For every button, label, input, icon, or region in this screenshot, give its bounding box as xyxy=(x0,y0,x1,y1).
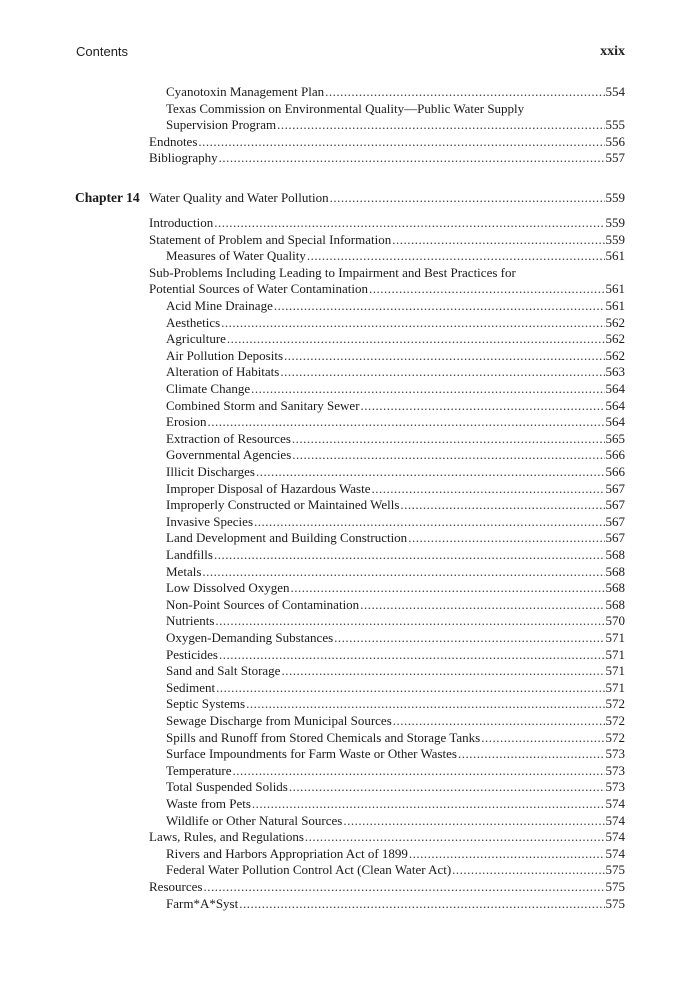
toc-entry-line xyxy=(166,613,625,630)
toc-entry-line xyxy=(166,381,625,398)
toc-page-number: 561 xyxy=(605,298,625,313)
toc-entry-line xyxy=(149,232,625,249)
toc-entry[interactable] xyxy=(0,497,700,514)
toc-entry-line xyxy=(166,348,625,365)
dot-leader xyxy=(333,630,605,647)
toc-page-number: 564 xyxy=(605,414,625,430)
toc-entry-line xyxy=(166,597,625,614)
toc-page-number: 570 xyxy=(605,613,625,629)
toc-entry-title: Illicit Discharges xyxy=(166,464,255,479)
toc-entry-line xyxy=(149,829,625,846)
chapter-heading-row[interactable] xyxy=(0,190,700,207)
dot-leader xyxy=(202,879,605,896)
toc-entry-line xyxy=(166,763,625,780)
toc-entry-line xyxy=(149,150,625,167)
dot-leader xyxy=(288,779,605,796)
toc-entry[interactable] xyxy=(0,431,700,448)
toc-entry-line xyxy=(166,117,625,134)
toc-entry-title: Total Suspended Solids xyxy=(166,779,288,795)
toc-page-number: 574 xyxy=(605,829,625,845)
toc-entry-line xyxy=(166,647,625,664)
toc-entry-title: Agriculture xyxy=(166,331,226,347)
toc-page-number: 571 xyxy=(605,679,625,695)
toc-entry-line xyxy=(166,364,625,381)
dot-leader xyxy=(206,414,605,431)
toc-page-number: 568 xyxy=(605,596,625,612)
toc-page-number: 561 xyxy=(605,248,625,264)
toc-entry[interactable] xyxy=(0,248,700,265)
toc-page-number: 561 xyxy=(605,281,625,297)
toc-page-number: 572 xyxy=(605,696,625,712)
toc-entry-title: Potential Sources of Water Contamination xyxy=(149,281,368,297)
toc-entry[interactable] xyxy=(0,696,700,713)
dot-leader xyxy=(218,647,605,664)
dot-leader xyxy=(201,564,605,581)
toc-page-number: 567 xyxy=(605,480,625,496)
toc-page-number: 559 xyxy=(605,215,625,230)
toc-page-number: 574 xyxy=(605,796,625,811)
toc-entry-title: Bibliography xyxy=(149,150,218,166)
toc-entry-title: Farm*A*Syst xyxy=(166,895,239,911)
dot-leader xyxy=(220,315,605,332)
toc-entry[interactable] xyxy=(0,315,700,332)
toc-entry-line xyxy=(166,298,625,315)
dot-leader xyxy=(213,547,605,564)
dot-leader xyxy=(359,597,605,614)
toc-entry[interactable] xyxy=(0,580,700,597)
toc-entry-title: Spills and Runoff from Stored Chemicals and Storage Tanks xyxy=(166,729,481,745)
toc-entry-line xyxy=(166,580,625,597)
toc-entry-title: Air Pollution Deposits xyxy=(166,347,284,363)
dot-leader xyxy=(329,190,605,207)
dot-leader xyxy=(250,381,605,398)
dot-leader xyxy=(283,348,605,365)
toc-page-number: 575 xyxy=(605,895,625,911)
toc-entry[interactable] xyxy=(0,298,700,315)
dot-leader xyxy=(290,580,606,597)
toc-entry-title: Nutrients xyxy=(166,613,215,629)
toc-page-number: 556 xyxy=(605,133,625,149)
toc-entry-title: Wildlife or Other Natural Sources xyxy=(166,812,343,828)
dot-leader xyxy=(407,530,605,547)
toc-entry-line xyxy=(166,447,625,464)
toc-entry-title: Land Development and Building Construction xyxy=(166,530,408,546)
dot-leader xyxy=(368,281,605,298)
toc-page-number: 573 xyxy=(605,779,625,795)
dot-leader xyxy=(457,746,605,763)
toc-entry-title: Federal Water Pollution Control Act (Clean Water Act) xyxy=(166,862,452,878)
dot-leader xyxy=(451,862,605,879)
dot-leader xyxy=(279,364,605,381)
toc-entry-line xyxy=(166,464,625,481)
toc-entry-title: Pesticides xyxy=(166,646,218,662)
dot-leader xyxy=(214,613,605,630)
toc-page-number: 554 xyxy=(605,84,625,99)
toc-entry-line xyxy=(149,134,625,151)
toc-entry[interactable] xyxy=(0,101,700,118)
toc-page-number: 573 xyxy=(605,762,625,778)
toc-entry-title: Improper Disposal of Hazardous Waste xyxy=(166,480,371,496)
toc-entry[interactable] xyxy=(0,150,700,167)
toc-entry-title: Cyanotoxin Management Plan xyxy=(166,84,325,99)
toc-entry-title: Sediment xyxy=(166,679,216,695)
toc-entry-title: Resources xyxy=(149,879,203,894)
toc-entry-title: Supervision Program xyxy=(166,117,277,133)
toc-entry-title: Introduction xyxy=(149,215,214,230)
toc-entry-line xyxy=(166,414,625,431)
toc-entry[interactable] xyxy=(0,331,700,348)
dot-leader xyxy=(253,514,605,531)
toc-entry-line xyxy=(166,514,625,531)
toc-page-number: 572 xyxy=(605,713,625,728)
toc-entry[interactable] xyxy=(0,265,700,282)
dot-leader xyxy=(213,215,605,232)
toc-entry[interactable] xyxy=(0,713,700,730)
toc-entry-title: Extraction of Resources xyxy=(166,430,291,446)
toc-entry-title: Statement of Problem and Special Information xyxy=(149,231,392,247)
toc-entry[interactable] xyxy=(0,613,700,630)
toc-entry-line xyxy=(166,248,625,265)
dot-leader xyxy=(399,497,605,514)
toc-page-number: 571 xyxy=(605,646,625,662)
toc-entry-line xyxy=(166,663,625,680)
toc-page-number: 562 xyxy=(605,331,625,347)
toc-page-number: 564 xyxy=(605,397,625,413)
toc-entry[interactable] xyxy=(0,862,700,879)
toc-entry-line xyxy=(166,680,625,697)
toc-entry[interactable] xyxy=(0,564,700,581)
toc-entry-title: Temperature xyxy=(166,762,232,778)
toc-entry[interactable] xyxy=(0,381,700,398)
toc-entry[interactable] xyxy=(0,763,700,780)
toc-page-number: 562 xyxy=(605,347,625,363)
toc-entry-title: Landfills xyxy=(166,547,213,562)
toc-page-number: 574 xyxy=(605,812,625,828)
toc-page-number: 568 xyxy=(605,580,625,596)
toc-entry-title: Improperly Constructed or Maintained Wells xyxy=(166,497,400,513)
dot-leader xyxy=(342,813,605,830)
toc-page-number: 555 xyxy=(605,117,625,133)
toc-entry-line xyxy=(166,896,625,913)
toc-entry[interactable] xyxy=(0,813,700,830)
toc-entry[interactable] xyxy=(0,597,700,614)
toc-entry-line xyxy=(166,796,625,813)
toc-entry-title: Climate Change xyxy=(166,381,251,396)
toc-entry-line xyxy=(166,431,625,448)
toc-entry[interactable] xyxy=(0,232,700,249)
toc-entry-line xyxy=(166,481,625,498)
toc-entry[interactable] xyxy=(0,215,700,232)
toc-page-number: 559 xyxy=(605,231,625,247)
toc-page-number: 573 xyxy=(605,746,625,762)
toc-entry-line xyxy=(166,84,625,101)
dot-leader xyxy=(276,117,605,134)
toc-entry[interactable] xyxy=(0,398,700,415)
toc-entry[interactable] xyxy=(0,464,700,481)
toc-page-number: 568 xyxy=(605,563,625,579)
toc-entry[interactable] xyxy=(0,796,700,813)
toc-entry-line xyxy=(166,547,625,564)
toc-entry-title: Oxygen-Demanding Substances xyxy=(166,630,334,645)
toc-entry[interactable] xyxy=(0,414,700,431)
running-head-page-number: xxix xyxy=(600,44,625,59)
toc-entry[interactable] xyxy=(0,481,700,498)
toc-entry-line xyxy=(166,696,625,713)
toc-page-number: 562 xyxy=(605,314,625,330)
toc-entry[interactable] xyxy=(0,730,700,747)
toc-entry[interactable] xyxy=(0,117,700,134)
toc-page-number: 571 xyxy=(605,663,625,679)
toc-entry[interactable] xyxy=(0,829,700,846)
toc-entry[interactable] xyxy=(0,364,700,381)
toc-page-number: 566 xyxy=(605,464,625,479)
toc-entry-title: Septic Systems xyxy=(166,696,246,712)
dot-leader xyxy=(218,150,605,167)
toc-page-number: 567 xyxy=(605,530,625,546)
toc-entry-line xyxy=(149,215,625,232)
dot-leader xyxy=(392,713,605,730)
toc-entry-line xyxy=(149,281,625,298)
toc-page-number: 575 xyxy=(605,862,625,878)
dot-leader xyxy=(226,331,605,348)
toc-page-number: 557 xyxy=(605,150,625,166)
chapter-title: Water Quality and Water Pollution xyxy=(149,190,329,205)
toc-entry-title: Sewage Discharge from Municipal Sources xyxy=(166,713,392,728)
toc-page-number: 572 xyxy=(605,729,625,745)
toc-entry[interactable] xyxy=(0,547,700,564)
toc-entry-line xyxy=(166,746,625,763)
toc-entry-title: Aesthetics xyxy=(166,314,221,330)
dot-leader xyxy=(291,431,605,448)
dot-leader xyxy=(480,730,605,747)
toc-entry-title: Rivers and Harbors Appropriation Act of 1899 xyxy=(166,845,408,861)
dot-leader xyxy=(232,763,606,780)
toc-entry[interactable] xyxy=(0,647,700,664)
toc-entry[interactable] xyxy=(0,896,700,913)
toc-entry-line xyxy=(149,879,625,896)
toc-entry-title: Sub-Problems Including Leading to Impairment and Best Practices for xyxy=(149,264,516,280)
toc-entry-title: Combined Storm and Sanitary Sewer xyxy=(166,397,360,413)
toc-entry[interactable] xyxy=(0,134,700,151)
toc-entry-title: Measures of Water Quality xyxy=(166,248,306,264)
toc-entry[interactable] xyxy=(0,680,700,697)
toc-entry-line xyxy=(166,630,625,647)
running-head-section: Contents xyxy=(76,44,129,59)
toc-page-number: 568 xyxy=(605,547,625,562)
toc-page-number: 575 xyxy=(605,879,625,894)
dot-leader xyxy=(371,481,606,498)
dot-leader xyxy=(360,398,605,415)
dot-leader xyxy=(215,680,605,697)
toc-page-number: 567 xyxy=(605,513,625,529)
toc-entry-title: Invasive Species xyxy=(166,513,254,529)
toc-entry-title: Low Dissolved Oxygen xyxy=(166,580,290,596)
dot-leader xyxy=(245,696,605,713)
toc-page-number: 571 xyxy=(605,630,625,645)
toc-entry-title: Surface Impoundments for Farm Waste or Other Wastes xyxy=(166,746,457,762)
chapter-number: Chapter 14 xyxy=(75,190,140,205)
toc-page-number: 574 xyxy=(605,845,625,861)
toc-entry-title: Waste from Pets xyxy=(166,796,251,811)
toc-entry-title: Alteration of Habitats xyxy=(166,364,280,380)
dot-leader xyxy=(197,134,605,151)
toc-entry[interactable] xyxy=(0,663,700,680)
toc-entry-line xyxy=(166,846,625,863)
toc-page-number: 566 xyxy=(605,447,625,463)
toc-entry-line xyxy=(166,315,625,332)
toc-entry-line xyxy=(166,730,625,747)
toc-entry-line xyxy=(166,813,625,830)
toc-entry[interactable] xyxy=(0,447,700,464)
toc-entry-title: Non-Point Sources of Contamination xyxy=(166,596,360,612)
chapter-page-number: 559 xyxy=(605,190,625,205)
toc-entry-line xyxy=(166,779,625,796)
toc-entry-line xyxy=(166,331,625,348)
toc-entry-line xyxy=(166,564,625,581)
toc-entry[interactable] xyxy=(0,530,700,547)
toc-entry[interactable] xyxy=(0,84,700,101)
toc-entry-title: Laws, Rules, and Regulations xyxy=(149,829,304,845)
toc-entry[interactable] xyxy=(0,746,700,763)
toc-page-number: 567 xyxy=(605,497,625,513)
toc-entry-line xyxy=(166,713,625,730)
dot-leader xyxy=(280,663,605,680)
toc-page-number: 564 xyxy=(605,381,625,396)
toc-entry[interactable] xyxy=(0,879,700,896)
toc-entry-title: Texas Commission on Environmental Quality—Public Water Supply xyxy=(166,100,525,116)
toc-entry[interactable] xyxy=(0,846,700,863)
dot-leader xyxy=(408,846,605,863)
dot-leader xyxy=(255,464,605,481)
toc-entry-title: Endnotes xyxy=(149,133,198,149)
toc-entry-title: Governmental Agencies xyxy=(166,447,292,463)
dot-leader xyxy=(251,796,605,813)
toc-entry[interactable] xyxy=(0,348,700,365)
dot-leader xyxy=(391,232,605,249)
toc-entry-line xyxy=(166,497,625,514)
dot-leader xyxy=(238,896,605,913)
toc-page-number: 563 xyxy=(605,364,625,380)
toc-entry[interactable] xyxy=(0,514,700,531)
dot-leader xyxy=(306,248,605,265)
toc-entry-title: Acid Mine Drainage xyxy=(166,298,273,313)
toc-page-number: 565 xyxy=(605,430,625,446)
toc-entry-title: Sand and Salt Storage xyxy=(166,663,281,679)
dot-leader xyxy=(324,84,605,101)
dot-leader xyxy=(304,829,605,846)
toc-entry-line xyxy=(166,398,625,415)
dot-leader xyxy=(273,298,605,315)
chapter-entry xyxy=(149,190,625,207)
toc-entry[interactable] xyxy=(0,281,700,298)
toc-entry[interactable] xyxy=(0,630,700,647)
toc-entry-title: Metals xyxy=(166,563,202,579)
toc-entry-title: Erosion xyxy=(166,414,207,430)
toc-entry-line xyxy=(166,862,625,879)
dot-leader xyxy=(291,447,605,464)
toc-entry[interactable] xyxy=(0,779,700,796)
toc-entry-line xyxy=(166,530,625,547)
